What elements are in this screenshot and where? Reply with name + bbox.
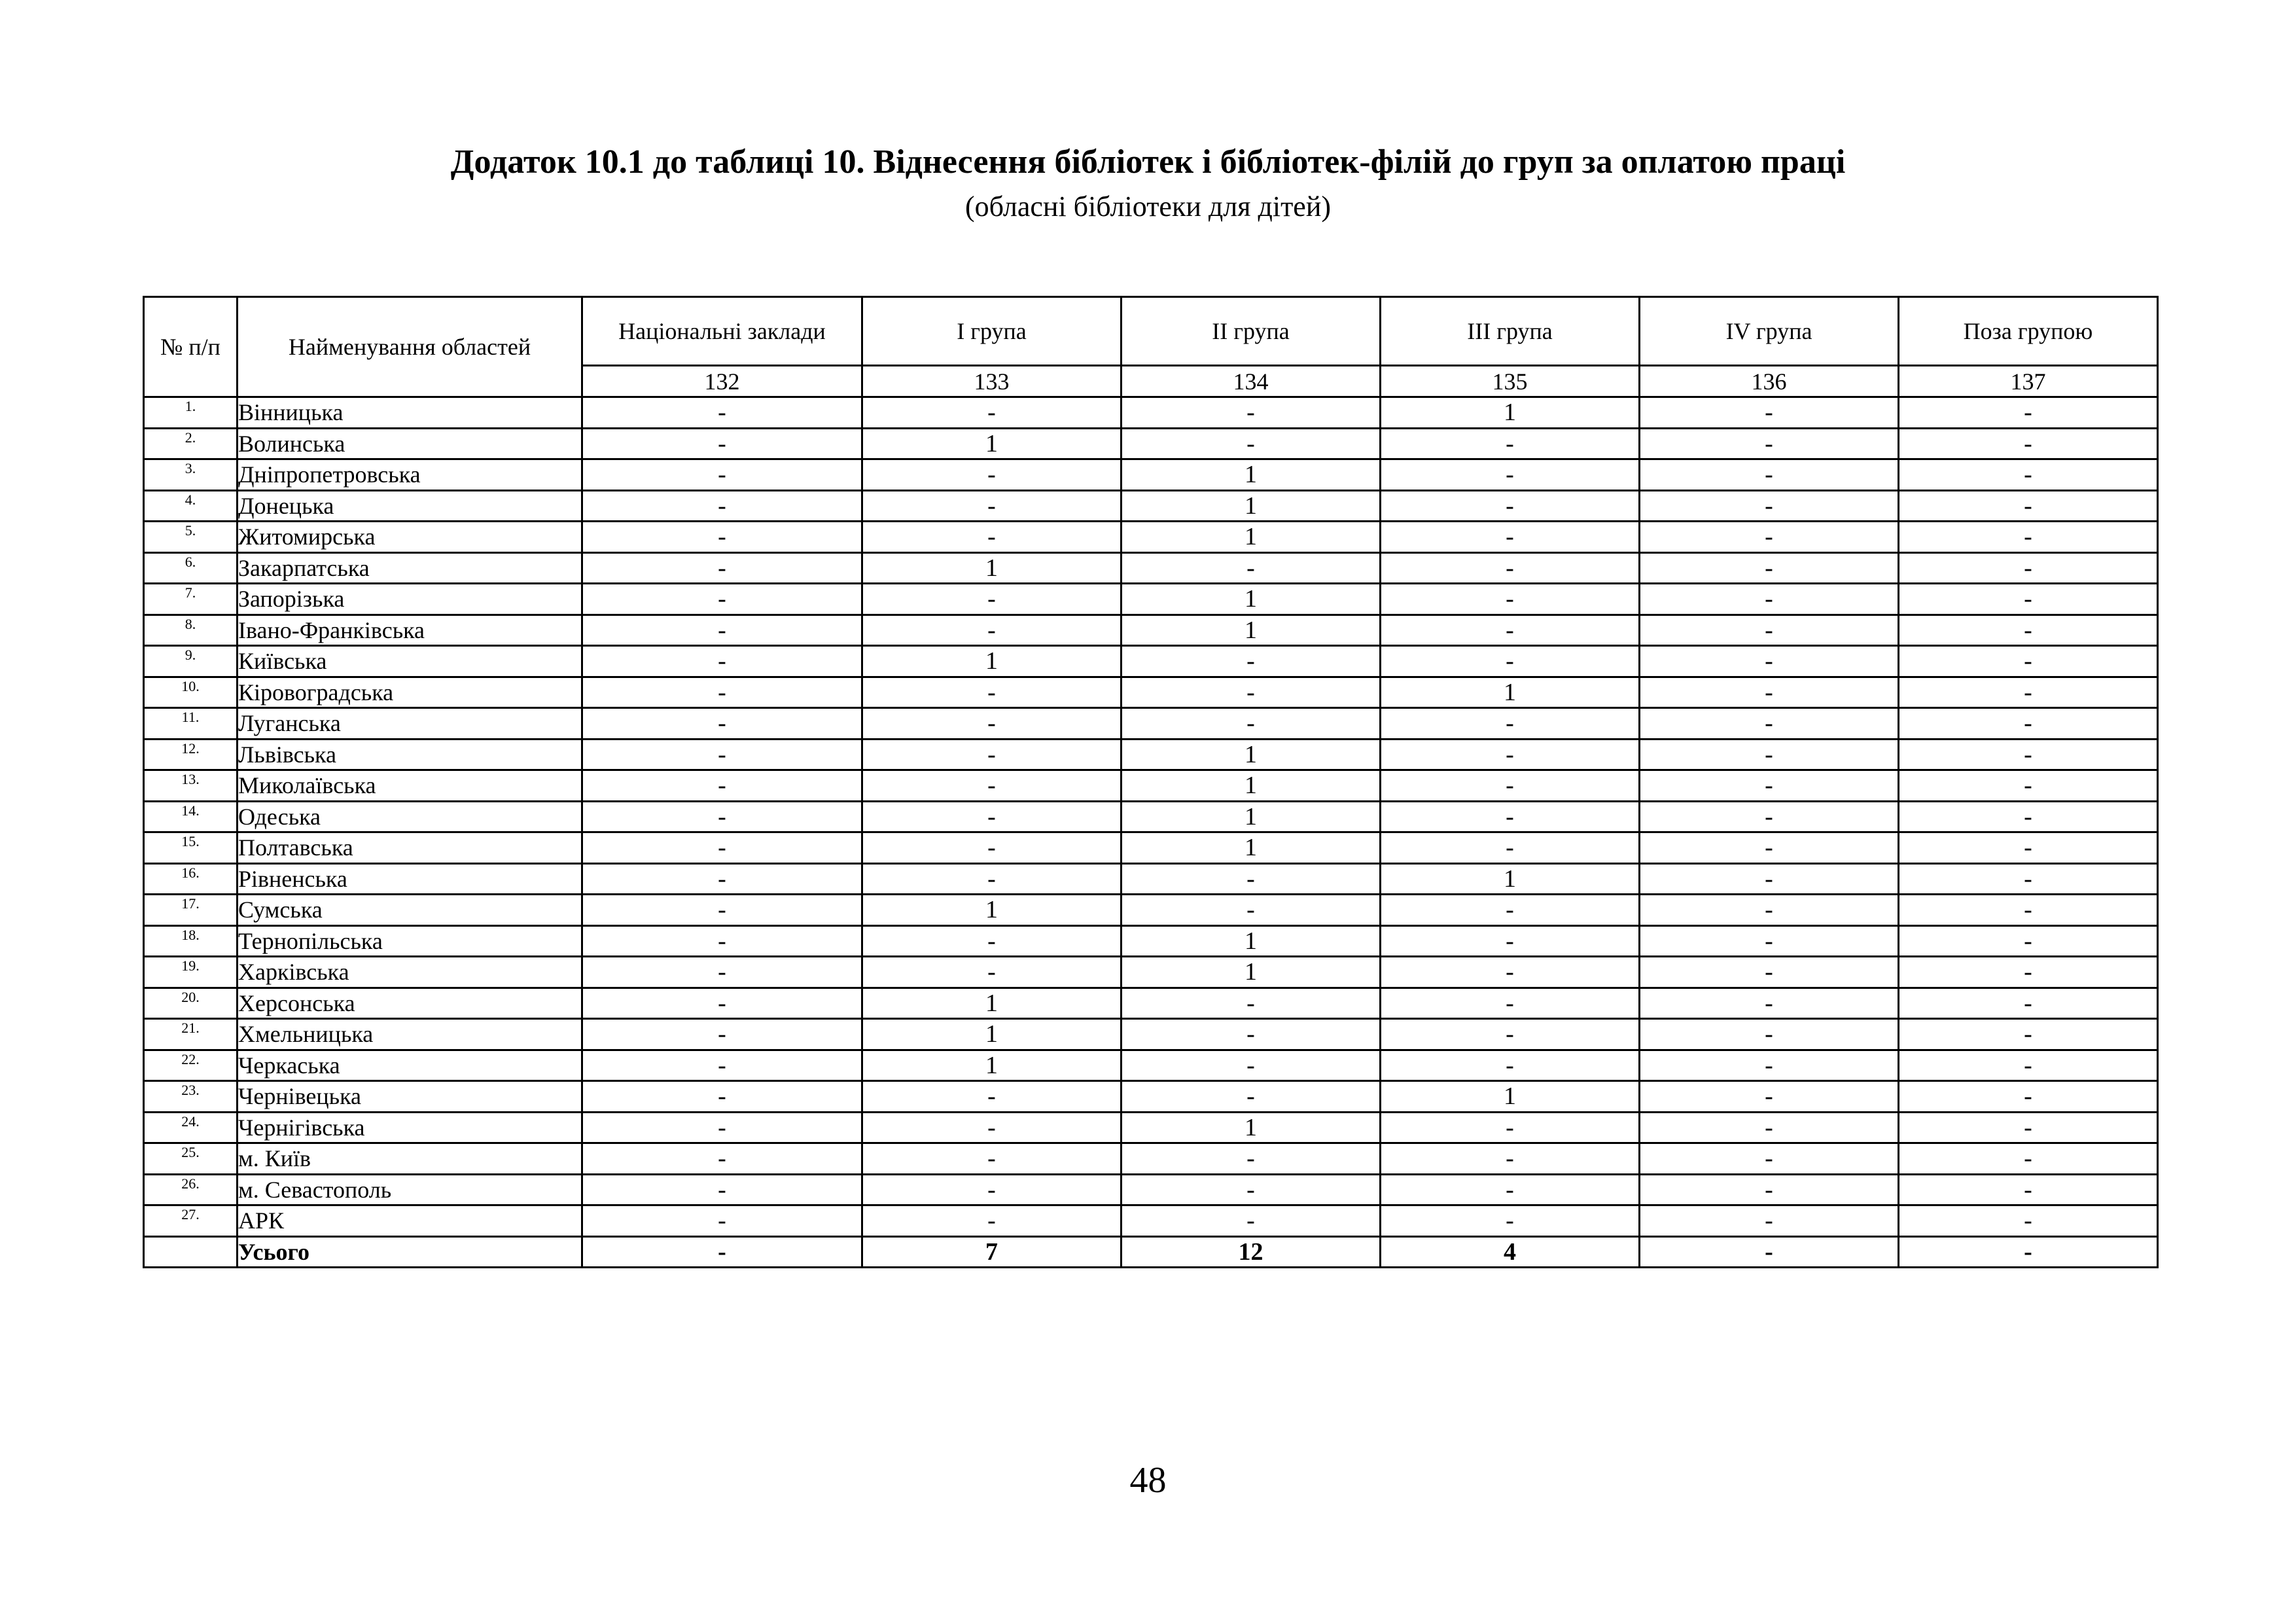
group-value-cell: -	[1381, 1112, 1640, 1143]
group-value-cell: -	[582, 739, 862, 770]
group-value-cell: -	[1640, 895, 1899, 926]
group-value-cell: -	[1899, 1174, 2158, 1205]
group-value-cell: 1	[1122, 770, 1381, 802]
row-number: 13.	[144, 770, 238, 802]
group-value-cell: -	[1640, 615, 1899, 646]
group-value-cell: -	[1640, 584, 1899, 615]
group-value-cell: -	[1122, 863, 1381, 895]
header-code: 132	[582, 366, 862, 397]
row-number: 20.	[144, 988, 238, 1019]
group-value-cell: -	[1899, 895, 2158, 926]
table-row	[144, 832, 2158, 864]
row-number: 9.	[144, 646, 238, 677]
region-name: Дніпропетровська	[238, 459, 582, 491]
table-row	[144, 1205, 2158, 1237]
row-number: 1.	[144, 397, 238, 429]
table-row	[144, 1143, 2158, 1175]
group-value-cell: -	[1381, 925, 1640, 957]
row-number: 6.	[144, 552, 238, 584]
group-value-cell: -	[862, 522, 1122, 553]
row-number: 19.	[144, 957, 238, 988]
group-value-cell: -	[1122, 677, 1381, 708]
region-name: Волинська	[238, 428, 582, 459]
row-number: 14.	[144, 801, 238, 832]
header-group-3: ІІІ група	[1381, 297, 1640, 366]
group-value-cell: -	[1640, 739, 1899, 770]
group-value-cell: -	[582, 552, 862, 584]
group-value-cell: -	[1640, 708, 1899, 740]
document-title: Додаток 10.1 до таблиці 10. Віднесення бібліотек і бібліотек-філій до груп за оплатою праці	[450, 143, 1846, 181]
group-value-cell: 1	[1381, 397, 1640, 429]
group-value-cell: -	[582, 957, 862, 988]
group-value-cell: -	[582, 1205, 862, 1237]
group-value-cell: 1	[862, 988, 1122, 1019]
group-value-cell: -	[1122, 1205, 1381, 1237]
group-value-cell: -	[1122, 708, 1381, 740]
row-number: 4.	[144, 490, 238, 522]
group-value-cell: 1	[862, 1019, 1122, 1050]
table-row	[144, 925, 2158, 957]
table-row	[144, 739, 2158, 770]
group-value-cell: -	[1899, 739, 2158, 770]
table-row	[144, 646, 2158, 677]
group-value-cell: -	[1122, 1019, 1381, 1050]
group-value-cell: -	[1640, 770, 1899, 802]
group-value-cell: 1	[1381, 677, 1640, 708]
group-value-cell: -	[1640, 1050, 1899, 1081]
group-value-cell: -	[862, 397, 1122, 429]
group-value-cell: 1	[862, 895, 1122, 926]
group-value-cell: -	[1640, 428, 1899, 459]
header-code: 134	[1122, 366, 1381, 397]
group-value-cell: -	[582, 1174, 862, 1205]
group-value-cell: 1	[1381, 863, 1640, 895]
group-value-cell: 1	[1122, 739, 1381, 770]
group-value-cell: -	[862, 490, 1122, 522]
header-code: 137	[1899, 366, 2158, 397]
region-name: м. Севастополь	[238, 1174, 582, 1205]
header-group-2: ІІ група	[1122, 297, 1381, 366]
table-row	[144, 397, 2158, 429]
group-value-cell: -	[582, 770, 862, 802]
group-value-cell: -	[1381, 522, 1640, 553]
group-value-cell: -	[1122, 397, 1381, 429]
group-value-cell: -	[582, 677, 862, 708]
group-value-cell: -	[1899, 801, 2158, 832]
table-row	[144, 677, 2158, 708]
table-row	[144, 801, 2158, 832]
row-number: 25.	[144, 1143, 238, 1175]
group-value-cell: -	[1640, 1112, 1899, 1143]
row-number: 11.	[144, 708, 238, 740]
region-name: Сумська	[238, 895, 582, 926]
group-value-cell: -	[1640, 1019, 1899, 1050]
region-name: м. Київ	[238, 1143, 582, 1175]
document-subtitle: (обласні бібліотеки для дітей)	[964, 190, 1332, 223]
row-number: 24.	[144, 1112, 238, 1143]
group-value-cell: -	[582, 925, 862, 957]
group-value-cell: -	[1899, 925, 2158, 957]
group-value-cell: -	[582, 522, 862, 553]
group-value-cell: -	[1122, 646, 1381, 677]
group-value-cell: -	[862, 739, 1122, 770]
table-body	[144, 397, 2158, 1268]
group-value-cell: -	[1381, 801, 1640, 832]
group-value-cell: -	[862, 1112, 1122, 1143]
group-value-cell: -	[1899, 770, 2158, 802]
total-value-cell: -	[1899, 1236, 2158, 1268]
group-value-cell: -	[582, 801, 862, 832]
region-name: Львівська	[238, 739, 582, 770]
group-value-cell: -	[1899, 863, 2158, 895]
total-label: Усього	[238, 1236, 582, 1268]
total-value-cell: 12	[1122, 1236, 1381, 1268]
group-value-cell: -	[582, 1050, 862, 1081]
group-value-cell: -	[582, 615, 862, 646]
group-value-cell: -	[862, 770, 1122, 802]
total-value-cell: 4	[1381, 1236, 1640, 1268]
group-value-cell: -	[1381, 428, 1640, 459]
group-value-cell: -	[1899, 615, 2158, 646]
group-value-cell: -	[862, 584, 1122, 615]
group-value-cell: -	[582, 895, 862, 926]
group-value-cell: -	[1899, 1205, 2158, 1237]
region-name: Вінницька	[238, 397, 582, 429]
total-value-cell: -	[582, 1236, 862, 1268]
group-value-cell: -	[1899, 646, 2158, 677]
group-value-cell: -	[1899, 1143, 2158, 1175]
group-value-cell: -	[1381, 895, 1640, 926]
row-number: 17.	[144, 895, 238, 926]
group-value-cell: -	[1122, 1174, 1381, 1205]
group-value-cell: -	[1381, 957, 1640, 988]
group-value-cell: -	[1381, 490, 1640, 522]
group-value-cell: -	[1381, 1205, 1640, 1237]
group-value-cell: -	[1640, 957, 1899, 988]
group-value-cell: -	[582, 988, 862, 1019]
group-value-cell: -	[1899, 1019, 2158, 1050]
total-value-cell: -	[1640, 1236, 1899, 1268]
group-value-cell: -	[582, 397, 862, 429]
region-name: Харківська	[238, 957, 582, 988]
group-value-cell: -	[1899, 522, 2158, 553]
table-row	[144, 988, 2158, 1019]
group-value-cell: -	[1381, 1019, 1640, 1050]
header-code: 133	[862, 366, 1122, 397]
header-code: 135	[1381, 366, 1640, 397]
group-value-cell: 1	[1122, 522, 1381, 553]
group-value-cell: -	[1381, 739, 1640, 770]
table-row	[144, 770, 2158, 802]
row-number: 22.	[144, 1050, 238, 1081]
header-no-group: Поза групою	[1899, 297, 2158, 366]
group-value-cell: -	[1640, 1205, 1899, 1237]
region-name: Івано-Франківська	[238, 615, 582, 646]
table-row	[144, 552, 2158, 584]
group-value-cell: -	[582, 832, 862, 864]
row-number: 10.	[144, 677, 238, 708]
group-value-cell: 1	[862, 646, 1122, 677]
group-value-cell: 1	[1122, 584, 1381, 615]
group-value-cell: -	[1640, 1174, 1899, 1205]
group-value-cell: -	[1640, 988, 1899, 1019]
table-row	[144, 1174, 2158, 1205]
group-value-cell: -	[1381, 770, 1640, 802]
table-row	[144, 708, 2158, 740]
group-value-cell: -	[1381, 1174, 1640, 1205]
header-region-name: Найменування областей	[238, 297, 582, 397]
table-row	[144, 584, 2158, 615]
region-name: Донецька	[238, 490, 582, 522]
group-value-cell: -	[1899, 1050, 2158, 1081]
region-name: Луганська	[238, 708, 582, 740]
group-value-cell: 1	[1122, 459, 1381, 491]
group-value-cell: -	[1122, 1081, 1381, 1113]
group-value-cell: -	[1640, 925, 1899, 957]
row-number: 7.	[144, 584, 238, 615]
group-value-cell: 1	[1381, 1081, 1640, 1113]
group-value-cell: -	[862, 1205, 1122, 1237]
group-value-cell: -	[1899, 1081, 2158, 1113]
row-number: 12.	[144, 739, 238, 770]
group-value-cell: -	[862, 708, 1122, 740]
row-number: 18.	[144, 925, 238, 957]
header-group-1: І група	[862, 297, 1122, 366]
group-value-cell: -	[1899, 552, 2158, 584]
group-value-cell: -	[1899, 708, 2158, 740]
group-value-cell: -	[1899, 677, 2158, 708]
header-row	[144, 297, 2158, 366]
row-number: 27.	[144, 1205, 238, 1237]
group-value-cell: -	[1899, 988, 2158, 1019]
group-value-cell: -	[1640, 1081, 1899, 1113]
group-value-cell: -	[582, 1081, 862, 1113]
group-value-cell: 1	[1122, 490, 1381, 522]
region-name: Закарпатська	[238, 552, 582, 584]
group-value-cell: -	[862, 957, 1122, 988]
table-row	[144, 957, 2158, 988]
table-row	[144, 459, 2158, 491]
group-value-cell: -	[1381, 615, 1640, 646]
region-name: Полтавська	[238, 832, 582, 864]
table-row	[144, 522, 2158, 553]
group-value-cell: -	[1640, 677, 1899, 708]
group-value-cell: -	[862, 863, 1122, 895]
group-value-cell: -	[862, 677, 1122, 708]
region-name: Тернопільська	[238, 925, 582, 957]
library-groups-table	[143, 296, 2159, 1268]
group-value-cell: -	[862, 801, 1122, 832]
group-value-cell: -	[1640, 646, 1899, 677]
row-number: 21.	[144, 1019, 238, 1050]
group-value-cell: -	[1640, 801, 1899, 832]
row-number: 5.	[144, 522, 238, 553]
group-value-cell: -	[582, 428, 862, 459]
table-row	[144, 1112, 2158, 1143]
header-national: Національні заклади	[582, 297, 862, 366]
table-row	[144, 1050, 2158, 1081]
header-code: 136	[1640, 366, 1899, 397]
group-value-cell: -	[1381, 1143, 1640, 1175]
table-row	[144, 428, 2158, 459]
group-value-cell: -	[582, 708, 862, 740]
group-value-cell: -	[862, 925, 1122, 957]
group-value-cell: -	[862, 832, 1122, 864]
group-value-cell: -	[1899, 832, 2158, 864]
table-row	[144, 1019, 2158, 1050]
group-value-cell: -	[1640, 832, 1899, 864]
group-value-cell: -	[1381, 646, 1640, 677]
group-value-cell: -	[862, 1081, 1122, 1113]
group-value-cell: -	[1381, 584, 1640, 615]
row-number: 23.	[144, 1081, 238, 1113]
group-value-cell: -	[862, 1143, 1122, 1175]
row-number: 2.	[144, 428, 238, 459]
table-row	[144, 615, 2158, 646]
group-value-cell: -	[582, 1112, 862, 1143]
region-name: Хмельницька	[238, 1019, 582, 1050]
group-value-cell: 1	[862, 428, 1122, 459]
region-name: Запорізька	[238, 584, 582, 615]
group-value-cell: -	[1640, 1143, 1899, 1175]
group-value-cell: -	[1381, 459, 1640, 491]
group-value-cell: -	[1899, 490, 2158, 522]
row-number: 8.	[144, 615, 238, 646]
group-value-cell: -	[1122, 1050, 1381, 1081]
region-name: АРК	[238, 1205, 582, 1237]
group-value-cell: -	[1381, 552, 1640, 584]
group-value-cell: -	[582, 1143, 862, 1175]
group-value-cell: -	[582, 459, 862, 491]
table-row	[144, 490, 2158, 522]
total-row	[144, 1236, 2158, 1268]
group-value-cell: -	[582, 490, 862, 522]
header-group-4: ІV група	[1640, 297, 1899, 366]
group-value-cell: 1	[1122, 615, 1381, 646]
group-value-cell: 1	[1122, 925, 1381, 957]
group-value-cell: -	[1122, 552, 1381, 584]
group-value-cell: -	[862, 459, 1122, 491]
page-number: 48	[1129, 1460, 1167, 1501]
region-name: Чернігівська	[238, 1112, 582, 1143]
group-value-cell: -	[1381, 708, 1640, 740]
row-number: 16.	[144, 863, 238, 895]
group-value-cell: -	[1899, 459, 2158, 491]
region-name: Херсонська	[238, 988, 582, 1019]
group-value-cell: -	[582, 646, 862, 677]
group-value-cell: -	[1640, 490, 1899, 522]
total-value-cell: 7	[862, 1236, 1122, 1268]
region-name: Кіровоградська	[238, 677, 582, 708]
group-value-cell: -	[1122, 1143, 1381, 1175]
region-name: Київська	[238, 646, 582, 677]
group-value-cell: -	[1122, 428, 1381, 459]
group-value-cell: -	[582, 584, 862, 615]
group-value-cell: -	[1381, 1050, 1640, 1081]
table-row	[144, 1081, 2158, 1113]
table-row	[144, 863, 2158, 895]
group-value-cell: -	[1899, 584, 2158, 615]
group-value-cell: -	[582, 1019, 862, 1050]
group-value-cell: -	[862, 615, 1122, 646]
group-value-cell: -	[1899, 428, 2158, 459]
region-name: Миколаївська	[238, 770, 582, 802]
group-value-cell: -	[1640, 863, 1899, 895]
group-value-cell: 1	[862, 552, 1122, 584]
group-value-cell: -	[1640, 397, 1899, 429]
group-value-cell: -	[582, 863, 862, 895]
total-row-number	[144, 1236, 238, 1268]
table-row	[144, 895, 2158, 926]
region-name: Рівненська	[238, 863, 582, 895]
group-value-cell: 1	[1122, 957, 1381, 988]
group-value-cell: 1	[1122, 832, 1381, 864]
region-name: Черкаська	[238, 1050, 582, 1081]
group-value-cell: -	[862, 1174, 1122, 1205]
group-value-cell: -	[1640, 459, 1899, 491]
row-number: 15.	[144, 832, 238, 864]
group-value-cell: -	[1640, 552, 1899, 584]
region-name: Одеська	[238, 801, 582, 832]
group-value-cell: 1	[1122, 1112, 1381, 1143]
region-name: Житомирська	[238, 522, 582, 553]
group-value-cell: -	[1640, 522, 1899, 553]
header-num: № п/п	[144, 297, 238, 397]
group-value-cell: 1	[1122, 801, 1381, 832]
group-value-cell: -	[1899, 397, 2158, 429]
group-value-cell: -	[1381, 988, 1640, 1019]
group-value-cell: -	[1899, 957, 2158, 988]
region-name: Чернівецька	[238, 1081, 582, 1113]
row-number: 26.	[144, 1174, 238, 1205]
group-value-cell: -	[1122, 895, 1381, 926]
row-number: 3.	[144, 459, 238, 491]
group-value-cell: -	[1381, 832, 1640, 864]
group-value-cell: -	[1122, 988, 1381, 1019]
group-value-cell: 1	[862, 1050, 1122, 1081]
group-value-cell: -	[1899, 1112, 2158, 1143]
